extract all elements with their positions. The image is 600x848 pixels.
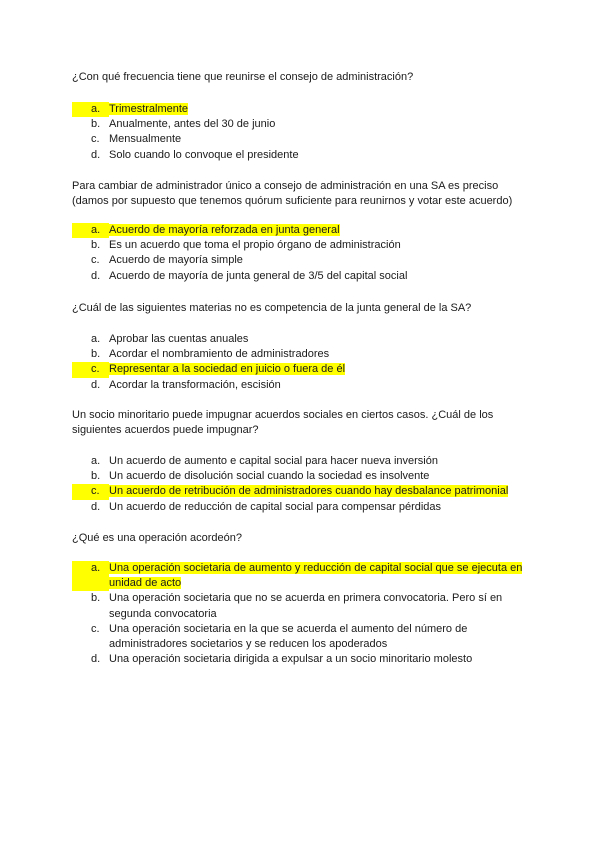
question-5: ¿Qué es una operación acordeón? [72, 532, 243, 544]
option-3b [72, 347, 528, 362]
options-5 [72, 561, 528, 667]
option-1b [72, 117, 528, 132]
option-1d [72, 148, 528, 163]
option-1c [72, 132, 528, 147]
option-4b [72, 469, 528, 484]
option-letter: a. [72, 223, 109, 238]
option-letter: d. [91, 378, 101, 391]
options-3 [72, 332, 528, 393]
option-text: Una operación societaria en la que se acuerda el aumento del número de administradores societarios y se reducen los apoderados [109, 622, 468, 651]
option-5d [72, 652, 528, 667]
options-4 [72, 454, 528, 515]
option-letter: c. [91, 254, 100, 267]
option-letter: d. [91, 148, 101, 161]
option-letter: c. [91, 622, 100, 635]
question-4: Un socio minoritario puede impugnar acuerdos sociales en ciertos casos. ¿Cuál de los siguientes acuerdos puede impugnar? [72, 409, 494, 436]
option-text: Acordar el nombramiento de administradores [109, 348, 330, 361]
option-letter: d. [91, 653, 101, 666]
option-3a [72, 332, 528, 347]
option-letter: a. [91, 333, 101, 345]
option-5b [72, 591, 528, 621]
option-letter: c. [72, 362, 109, 377]
option-text: Una operación societaria dirigida a expulsar a un socio minoritario molesto [109, 653, 473, 666]
option-text: Una operación societaria de aumento y reducción de capital social que se ejecuta en unidad de acto [109, 562, 523, 590]
option-text: Mensualmente [109, 133, 182, 146]
option-2a [72, 223, 528, 238]
option-text: Solo cuando lo convoque el presidente [109, 148, 299, 161]
option-text: Acuerdo de mayoría reforzada en junta general [109, 224, 340, 236]
option-letter: d. [91, 269, 101, 282]
option-3c [72, 362, 528, 377]
option-4d [72, 500, 528, 515]
option-2d [72, 269, 528, 284]
option-letter: b. [91, 118, 101, 131]
option-text: Una operación societaria que no se acuerda en primera convocatoria. Pero sí en segunda convocatoria [109, 592, 503, 620]
option-letter: b. [91, 348, 101, 361]
option-text: Un acuerdo de retribución de administradores cuando hay desbalance patrimonial [109, 485, 509, 498]
options-1 [72, 102, 528, 163]
option-3d [72, 378, 528, 393]
option-1a [72, 102, 528, 117]
option-text: Es un acuerdo que toma el propio órgano de administración [109, 239, 401, 252]
option-text: Acuerdo de mayoría de junta general de 3/5 del capital social [109, 269, 408, 282]
question-3: ¿Cuál de las siguientes materias no es competencia de la junta general de la SA? [72, 302, 472, 314]
option-5c [72, 622, 528, 652]
option-text: Un acuerdo de disolución social cuando la sociedad es insolvente [109, 470, 430, 483]
option-text: Un acuerdo de reducción de capital social para compensar pérdidas [109, 500, 442, 513]
option-text: Un acuerdo de aumento e capital social para hacer nueva inversión [109, 455, 438, 467]
option-letter: b. [91, 470, 101, 483]
option-text: Acuerdo de mayoría simple [109, 254, 243, 267]
option-text: Aprobar las cuentas anuales [109, 333, 249, 345]
option-letter: c. [91, 133, 100, 146]
option-text: Representar a la sociedad en juicio o fuera de él [109, 363, 346, 376]
option-2b [72, 238, 528, 253]
question-1: ¿Con qué frecuencia tiene que reunirse el consejo de administración? [72, 71, 414, 83]
option-letter: d. [91, 500, 101, 513]
option-letter: a. [72, 102, 109, 117]
option-letter: c. [72, 484, 109, 499]
option-text: Anualmente, antes del 30 de junio [109, 118, 276, 131]
options-2 [72, 223, 528, 284]
option-letter: a. [91, 455, 101, 467]
option-text: Trimestralmente [109, 103, 189, 115]
option-2c [72, 253, 528, 268]
option-letter: b. [91, 239, 101, 252]
option-text: Acordar la transformación, escisión [109, 378, 281, 391]
question-2: Para cambiar de administrador único a consejo de administración en una SA es preciso (damos por supuesto que tenemos quórum suficiente para reunirnos y votar este acuerdo) [72, 180, 513, 207]
option-4a [72, 454, 528, 469]
option-letter: a. [72, 561, 109, 591]
option-4c [72, 484, 528, 499]
option-5a [72, 561, 528, 591]
option-letter: b. [91, 592, 101, 605]
